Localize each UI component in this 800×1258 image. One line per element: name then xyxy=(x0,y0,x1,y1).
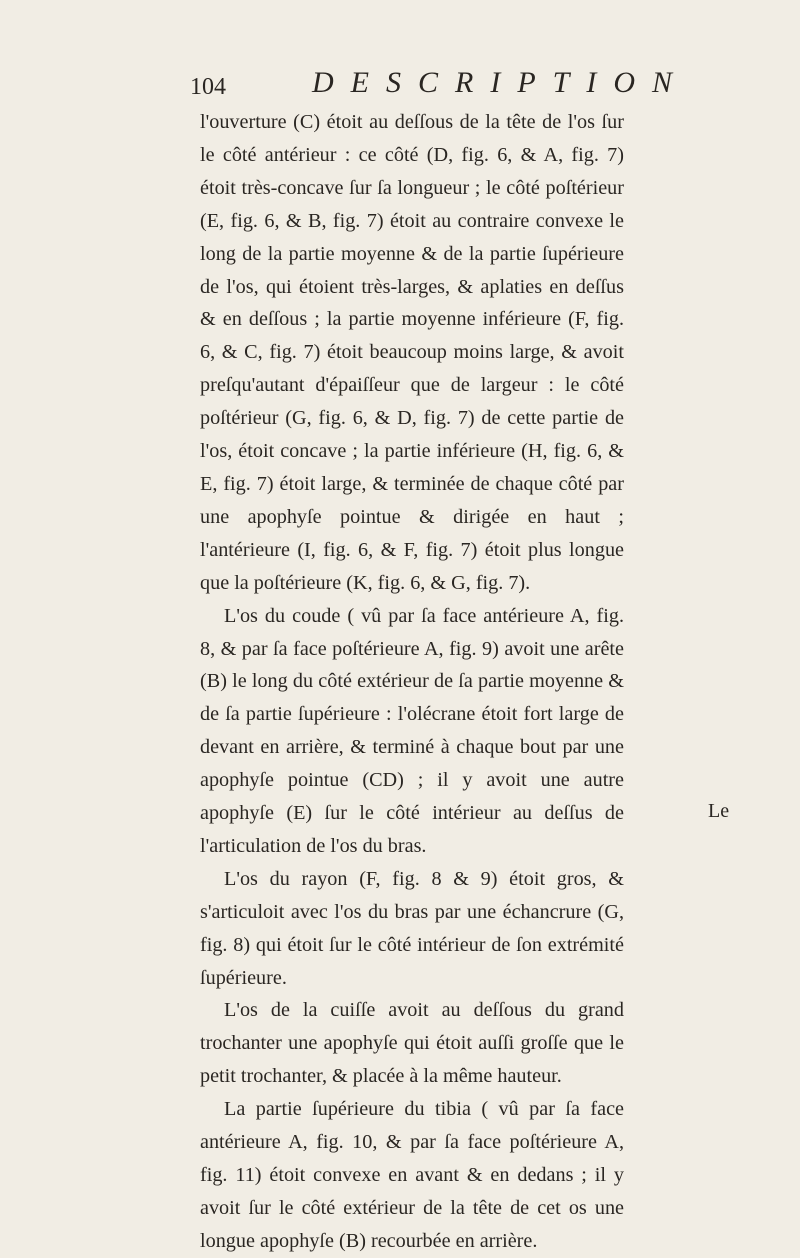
paragraph: L'os de la cuiſſe avoit au deſſous du grand trochanter une apophyſe qui étoit auſſi groſſe que le petit trochanter, & placée à la même hauteur. xyxy=(200,999,624,1088)
running-title: DESCRIPTION xyxy=(312,66,689,99)
paragraph: L'os du rayon (F, fig. 8 & 9) étoit gros, & s'articuloit avec l'os du bras par une échancrure (G, fig. 8) qui étoit ſur le côté intérieur de ſon extrémité ſupérieure. xyxy=(200,867,624,989)
catchword: Le xyxy=(708,800,730,822)
page-number: 104 xyxy=(190,74,226,100)
paragraph: L'os du coude ( vû par ſa face antérieure A, fig. 8, & par ſa face poſtérieure A, fig. 9) avoit une arête (B) le long du côté extérieur de ſa partie moyenne & de ſa partie ſupérieure : l'olécrane étoit fort large de devant en arrière, & terminé à chaque bout par une apophyſe pointue (CD) ; il y avoit une autre apophyſe (E) ſur le côté intérieur au deſſus de l'articulation de l'os du bras. xyxy=(200,604,624,857)
page-header xyxy=(190,66,689,106)
body-text xyxy=(200,106,624,1258)
paragraph: La partie ſupérieure du tibia ( vû par ſa face antérieure A, fig. 10, & par ſa face poſtérieure A, fig. 11) étoit convexe en avant & en dedans ; il y avoit ſur le côté extérieur de la tête de cet os une longue apophyſe (B) recourbée en arrière. xyxy=(200,1098,624,1252)
paragraph: l'ouverture (C) étoit au deſſous de la tête de l'os ſur le côté antérieur : ce côté (D, fig. 6, & A, fig. 7) étoit très-concave ſur ſa longueur ; le côté poſtérieur (E, fig. 6, & B, fig. 7) étoit au contraire convexe le long de la partie moyenne & de la partie ſupérieure de l'os, qui étoient très-larges, & aplaties en deſſus & en deſſous ; la partie moyenne inférieure (F, fig. 6, & C, fig. 7) étoit beaucoup moins large, & avoit preſqu'autant d'épaiſſeur que de largeur : le côté poſtérieur (G, fig. 6, & D, fig. 7) de cette partie de l'os, étoit concave ; la partie inférieure (H, fig. 6, & E, fig. 7) étoit large, & terminée de chaque côté par une apophyſe pointue & dirigée en haut ; l'antérieure (I, fig. 6, & F, fig. 7) étoit plus longue que la poſtérieure (K, fig. 6, & G, fig. 7). xyxy=(200,111,624,594)
